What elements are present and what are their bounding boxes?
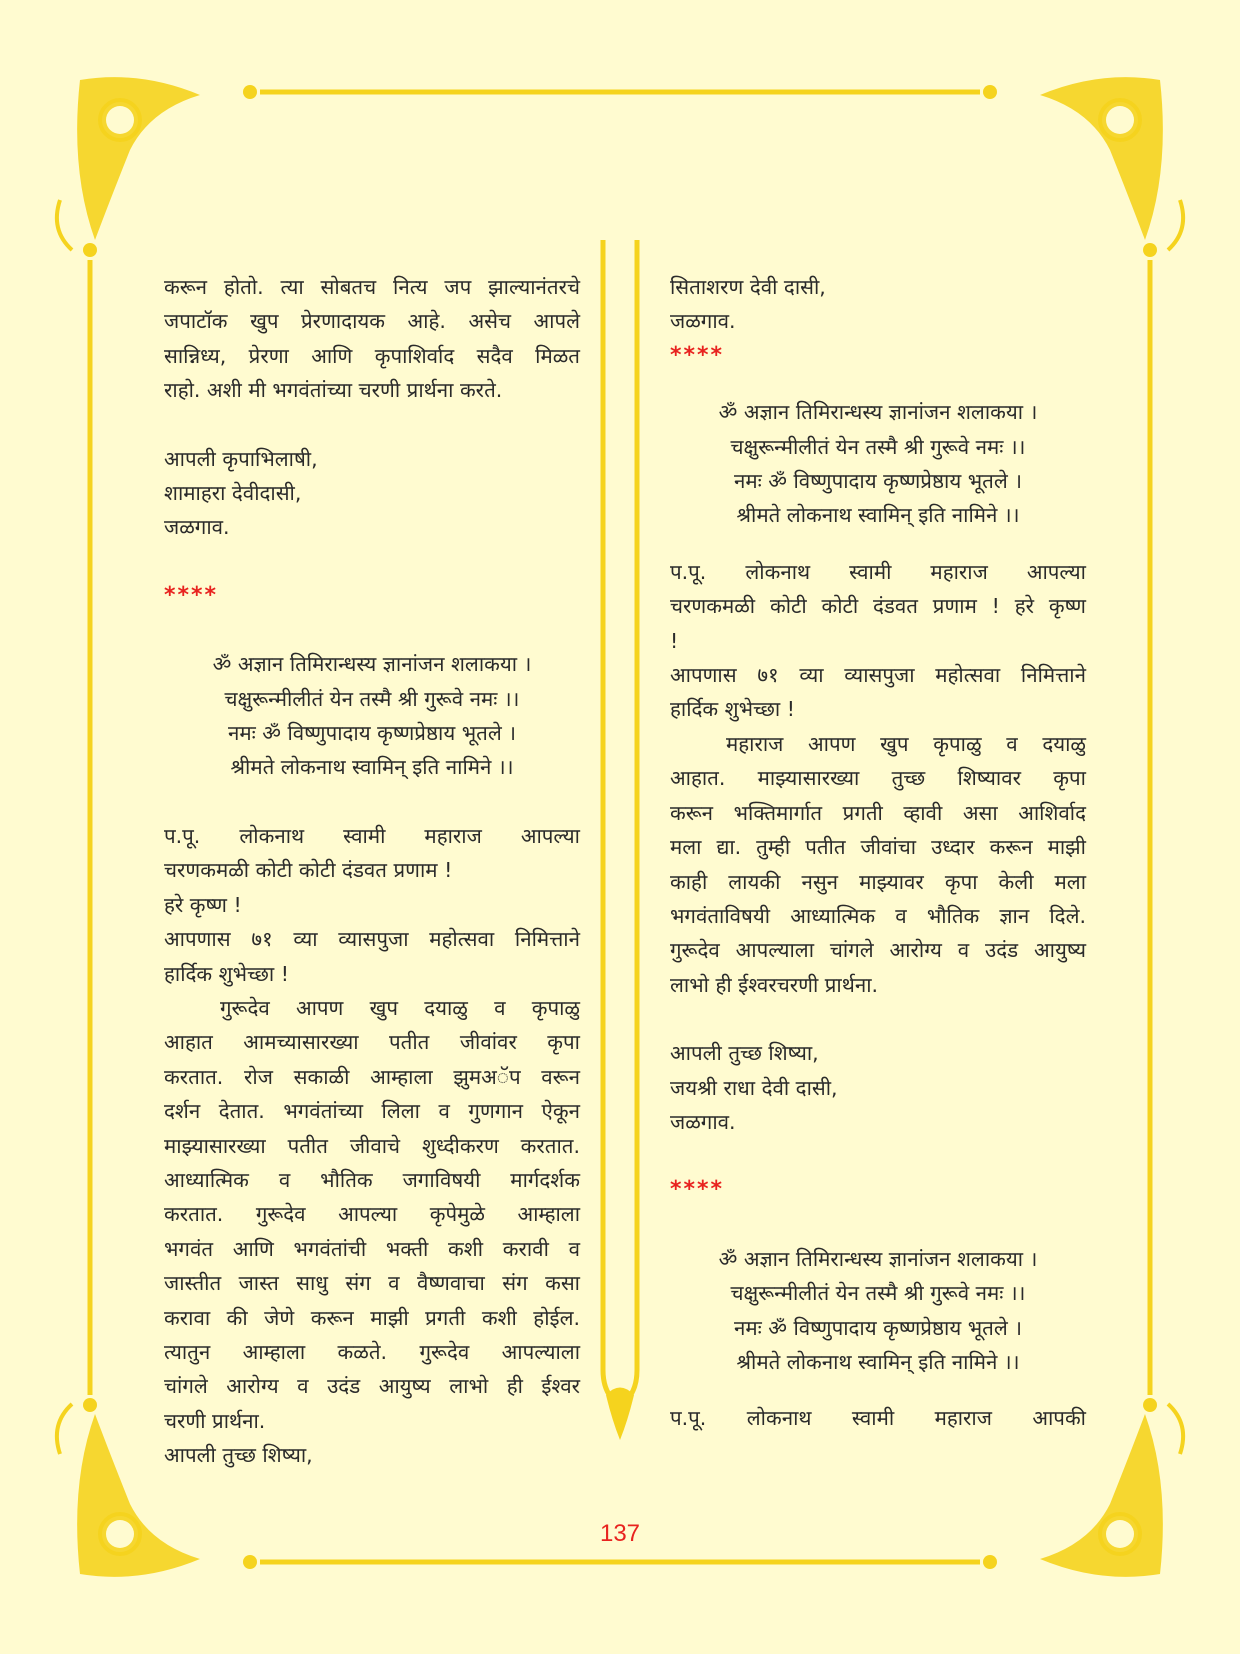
text-line: आहात. माझ्यासारख्या तुच्छ शिष्यावर कृपा bbox=[670, 766, 1086, 791]
verse-line: नमः ॐ विष्णुपादाय कृष्णप्रेष्ठाय भूतले । bbox=[733, 1315, 1023, 1340]
verse-line: नमः ॐ विष्णुपादाय कृष्णप्रेष्ठाय भूतले । bbox=[227, 721, 517, 746]
page-number: 137 bbox=[599, 1520, 641, 1547]
text-line: चरणी प्रार्थना. bbox=[164, 1408, 266, 1433]
text-line: प.पू. लोकनाथ स्वामी महाराज आपकी bbox=[670, 1406, 1086, 1431]
text-line: करतात. रोज सकाळी आम्हाला झुमअॅप वरून bbox=[164, 1064, 580, 1089]
text-line: जास्तीत जास्त साधु संग व वैष्णवाचा संग कसा bbox=[164, 1271, 580, 1296]
text-line: हार्दिक शुभेच्छा ! bbox=[670, 697, 795, 722]
text-line: गुरूदेव आपण खुप दयाळु व कृपाळु bbox=[220, 995, 580, 1020]
text-line: राहो. अशी मी भगवंतांच्या चरणी प्रार्थना करते. bbox=[164, 378, 503, 403]
verse-line: चक्षुरून्मीलीतं येन तस्मै श्री गुरूवे नमः ।। bbox=[730, 434, 1026, 459]
text-line: महाराज आपण खुप कृपाळु व दयाळु bbox=[726, 731, 1086, 756]
text-line: मला द्या. तुम्ही पतीत जीवांचा उध्दार करून माझी bbox=[670, 835, 1086, 860]
text-line: आपणास ७१ व्या व्यासपुजा महोत्सवा निमित्ताने bbox=[164, 927, 580, 952]
text-line: लाभो ही ईश्वरचरणी प्रार्थना. bbox=[670, 972, 879, 997]
text-line: आपणास ७१ व्या व्यासपुजा महोत्सवा निमित्ताने bbox=[670, 663, 1086, 688]
signature-line: आपली तुच्छ शिष्या, bbox=[164, 1443, 313, 1468]
text-line: हरे कृष्ण ! bbox=[164, 892, 242, 917]
verse-line: श्रीमते लोकनाथ स्वामिन् इति नामिने ।। bbox=[736, 503, 1020, 528]
verse-line: श्रीमते लोकनाथ स्वामिन् इति नामिने ।। bbox=[230, 755, 514, 780]
text-line: ! bbox=[670, 628, 679, 653]
text-line: करतात. गुरूदेव आपल्या कृपेमुळे आम्हाला bbox=[164, 1202, 580, 1227]
text-line: प.पू. लोकनाथ स्वामी महाराज आपल्या bbox=[164, 823, 580, 848]
text-line: चांगले आरोग्य व उदंड आयुष्य लाभो ही ईश्वर bbox=[164, 1374, 580, 1399]
text-line: जपाटॉक खुप प्रेरणादायक आहे. असेच आपले bbox=[164, 309, 580, 334]
verse-line: नमः ॐ विष्णुपादाय कृष्णप्रेष्ठाय भूतले । bbox=[733, 469, 1023, 494]
separator-stars: **** bbox=[670, 342, 725, 368]
signature-line: शामाहरा देवीदासी, bbox=[164, 481, 302, 506]
text-line: त्यातुन आम्हाला कळते. गुरूदेव आपल्याला bbox=[164, 1339, 580, 1364]
verse-line: श्रीमते लोकनाथ स्वामिन् इति नामिने ।। bbox=[736, 1349, 1020, 1374]
right-column bbox=[670, 270, 1086, 1436]
text-line: चरणकमळी कोटी कोटी दंडवत प्रणाम ! हरे कृष्ण bbox=[670, 594, 1086, 619]
signature-line: जयश्री राधा देवी दासी, bbox=[670, 1075, 838, 1100]
verse-line: ॐ अज्ञान तिमिरान्धस्य ज्ञानांजन शलाकया । bbox=[718, 1246, 1038, 1271]
text-line: भगवंत आणि भगवंतांची भक्ती कशी करावी व bbox=[164, 1236, 580, 1261]
text-line: गुरूदेव आपल्याला चांगले आरोग्य व उदंड आयुष्य bbox=[670, 938, 1086, 963]
text-line: भगवंताविषयी आध्यात्मिक व भौतिक ज्ञान दिले. bbox=[670, 903, 1086, 928]
signature-line: आपली कृपाभिलाषी, bbox=[164, 446, 318, 471]
text-line: हार्दिक शुभेच्छा ! bbox=[164, 961, 289, 986]
verse-line: चक्षुरून्मीलीतं येन तस्मै श्री गुरूवे नमः ।। bbox=[224, 686, 520, 711]
text-line: माझ्यासारख्या पतीत जीवाचे शुध्दीकरण करतात. bbox=[164, 1133, 580, 1158]
separator-stars: **** bbox=[164, 582, 219, 608]
signature-line: जळगाव. bbox=[164, 515, 230, 540]
signature-line: सिताशरण देवी दासी, bbox=[670, 275, 826, 299]
verse-line: चक्षुरून्मीलीतं येन तस्मै श्री गुरूवे नमः ।। bbox=[730, 1281, 1026, 1306]
signature-line: आपली तुच्छ शिष्या, bbox=[670, 1041, 819, 1066]
text-line: आहात आमच्यासारख्या पतीत जीवांवर कृपा bbox=[164, 1030, 580, 1055]
text-line: करून होतो. त्या सोबतच नित्य जप झाल्यानंतरचे bbox=[164, 275, 580, 299]
separator-stars: **** bbox=[670, 1177, 725, 1203]
left-column bbox=[164, 270, 580, 1473]
text-line: सान्निध्य, प्रेरणा आणि कृपाशिर्वाद सदैव मिळत bbox=[164, 343, 580, 368]
verse-line: ॐ अज्ञान तिमिरान्धस्य ज्ञानांजन शलाकया । bbox=[718, 400, 1038, 425]
text-line: आध्यात्मिक व भौतिक जगाविषयी मार्गदर्शक bbox=[164, 1167, 580, 1192]
text-line: काही लायकी नसुन माझ्यावर कृपा केली मला bbox=[670, 869, 1086, 894]
verse-line: ॐ अज्ञान तिमिरान्धस्य ज्ञानांजन शलाकया । bbox=[212, 652, 532, 677]
text-line: दर्शन देतात. भगवंतांच्या लिला व गुणगान ऐकून bbox=[164, 1099, 580, 1124]
text-line: करून भक्तिमार्गात प्रगती व्हावी असा आशिर्वाद bbox=[670, 800, 1086, 825]
text-line: चरणकमळी कोटी कोटी दंडवत प्रणाम ! bbox=[164, 858, 453, 883]
text-line: करावा की जेणे करून माझी प्रगती कशी होईल. bbox=[164, 1305, 580, 1330]
signature-line: जळगाव. bbox=[670, 1109, 736, 1134]
signature-line: जळगाव. bbox=[670, 309, 736, 334]
text-line: प.पू. लोकनाथ स्वामी महाराज आपल्या bbox=[670, 559, 1086, 584]
